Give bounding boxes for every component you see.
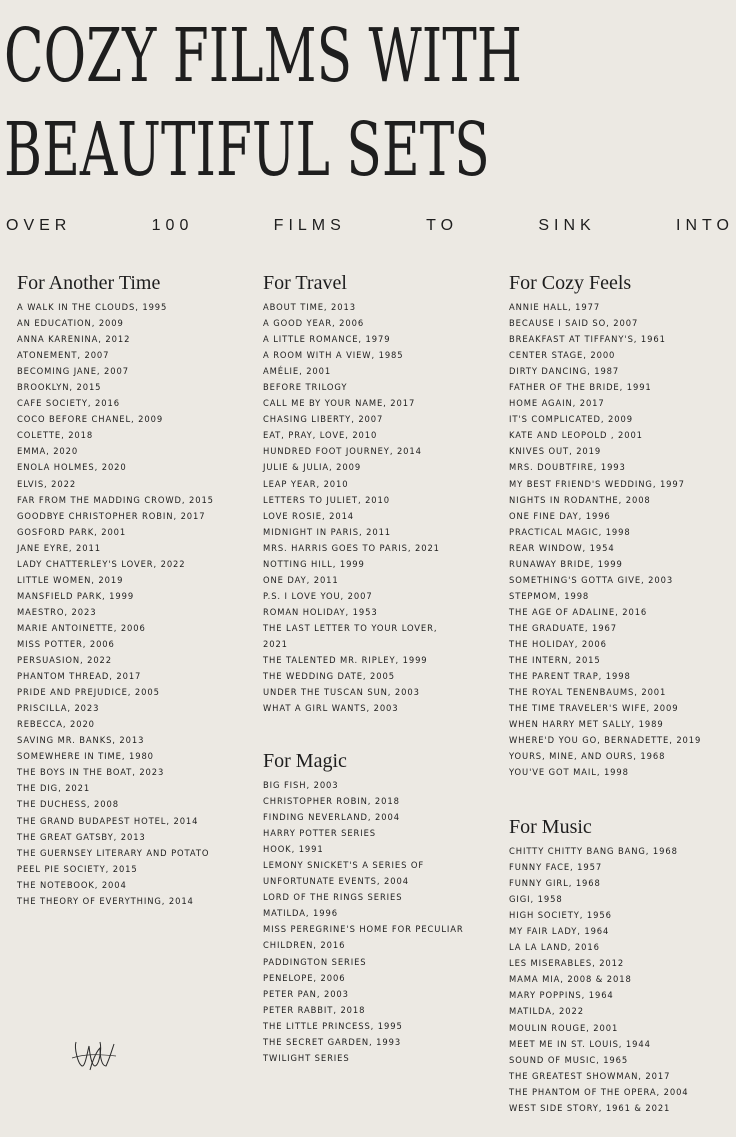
film-item: WHERE'D YOU GO, BERNADETTE, 2019 (509, 735, 702, 746)
section-another-time (17, 271, 214, 909)
film-item: EAT, PRAY, LOVE, 2010 (263, 430, 378, 441)
film-item: ABOUT TIME, 2013 (263, 302, 356, 312)
poster-title-line-2: BEAUTIFUL SETS (4, 107, 490, 193)
film-item: LADY CHATTERLEY'S LOVER, 2022 (17, 558, 186, 569)
poster-subtitle (6, 217, 734, 235)
film-item: LORD OF THE RINGS SERIES (263, 892, 403, 903)
film-item: THE THEORY OF EVERYTHING, 2014 (17, 895, 194, 906)
film-item: THE PHANTOM OF THE OPERA, 2004 (509, 1086, 689, 1097)
column-left (17, 271, 214, 909)
column-middle (263, 271, 440, 716)
subtitle-word: OVER (6, 217, 72, 234)
film-item: GOODBYE CHRISTOPHER ROBIN, 2017 (17, 510, 206, 521)
film-item: LETTERS TO JULIET, 2010 (263, 494, 390, 505)
film-item: PENELOPE, 2006 (263, 972, 346, 983)
film-item: THE AGE OF ADALINE, 2016 (509, 606, 648, 617)
column-right-lower (509, 815, 689, 1116)
film-item: A ROOM WITH A VIEW, 1985 (263, 350, 404, 361)
film-item: YOURS, MINE, AND OURS, 1968 (509, 751, 666, 762)
film-item: UNDER THE TUSCAN SUN, 2003 (263, 687, 420, 698)
film-item: NIGHTS IN RODANTHE, 2008 (509, 494, 651, 505)
subtitle-word: 100 (151, 217, 194, 234)
film-item: LA LA LAND, 2016 (509, 942, 600, 953)
film-list-travel (263, 299, 440, 716)
film-item: IT'S COMPLICATED, 2009 (509, 414, 633, 425)
film-item: PETER PAN, 2003 (263, 988, 349, 999)
subtitle-word: FILMS (273, 217, 346, 234)
film-item: MIDNIGHT IN PARIS, 2011 (263, 526, 392, 537)
film-item: FINDING NEVERLAND, 2004 (263, 812, 400, 823)
film-item: PETER RABBIT, 2018 (263, 1004, 366, 1015)
film-item: MARY POPPINS, 1964 (509, 990, 614, 1001)
film-item: THE GREATEST SHOWMAN, 2017 (509, 1070, 671, 1081)
film-list-magic (263, 777, 464, 1066)
film-item: LES MISERABLES, 2012 (509, 958, 625, 969)
film-item: THE PARENT TRAP, 1998 (509, 671, 631, 682)
film-item: AMÉLIE, 2001 (263, 366, 332, 377)
film-item: PRACTICAL MAGIC, 1998 (509, 526, 631, 537)
film-item: REAR WINDOW, 1954 (509, 542, 615, 553)
film-item: NOTTING HILL, 1999 (263, 558, 365, 569)
section-heading-another-time: For Another Time (17, 272, 161, 294)
film-item: PRISCILLA, 2023 (17, 703, 100, 714)
film-item: ATONEMENT, 2007 (17, 350, 110, 361)
film-item: COCO BEFORE CHANEL, 2009 (17, 414, 164, 425)
subtitle-word: TO (426, 217, 459, 234)
film-item: CHRISTOPHER ROBIN, 2018 (263, 796, 400, 807)
film-item: YOU'VE GOT MAIL, 1998 (509, 767, 629, 778)
film-item: THE GRAND BUDAPEST HOTEL, 2014 (17, 815, 199, 826)
film-item: MRS. HARRIS GOES TO PARIS, 2021 (263, 542, 440, 553)
film-item: EMMA, 2020 (17, 446, 79, 457)
film-item: FATHER OF THE BRIDE, 1991 (509, 382, 652, 393)
section-music (509, 815, 689, 1116)
film-item: P.S. I LOVE YOU, 2007 (263, 590, 373, 601)
film-item: THE DIG, 2021 (17, 783, 91, 794)
section-heading-magic: For Magic (263, 750, 347, 772)
section-cozy-feels (509, 271, 701, 780)
film-item: STEPMOM, 1998 (509, 590, 590, 601)
film-item: MEET ME IN ST. LOUIS, 1944 (509, 1038, 651, 1049)
section-heading-travel: For Travel (263, 272, 347, 294)
film-item: RUNAWAY BRIDE, 1999 (509, 558, 623, 569)
film-list-music (509, 843, 689, 1116)
subtitle-word: SINK (538, 217, 596, 234)
film-item: ONE DAY, 2011 (263, 574, 339, 585)
film-item: THE BOYS IN THE BOAT, 2023 (17, 767, 165, 778)
film-item: ROMAN HOLIDAY, 1953 (263, 606, 378, 617)
film-item: THE SECRET GARDEN, 1993 (263, 1036, 402, 1047)
film-item: MISS PEREGRINE'S HOME FOR PECULIAR (263, 924, 464, 935)
film-item: THE WEDDING DATE, 2005 (263, 671, 395, 682)
film-item: TWILIGHT SERIES (263, 1052, 350, 1063)
film-item: UNFORTUNATE EVENTS, 2004 (263, 876, 409, 887)
film-item: THE TIME TRAVELER'S WIFE, 2009 (509, 703, 679, 714)
film-item: PEEL PIE SOCIETY, 2015 (17, 863, 138, 874)
film-item: THE NOTEBOOK, 2004 (17, 879, 127, 890)
column-middle-lower (263, 749, 464, 1066)
film-item: GOSFORD PARK, 2001 (17, 526, 127, 537)
film-item: HUNDRED FOOT JOURNEY, 2014 (263, 446, 422, 457)
film-item: ANNIE HALL, 1977 (509, 302, 601, 312)
film-list-cozy-feels (509, 299, 701, 780)
film-item: BROOKLYN, 2015 (17, 382, 102, 393)
film-item: CHASING LIBERTY, 2007 (263, 414, 384, 425)
film-item: SOUND OF MUSIC, 1965 (509, 1054, 629, 1065)
film-item: SOMEWHERE IN TIME, 1980 (17, 751, 154, 762)
monogram-logo-icon (70, 1036, 118, 1076)
film-item: BIG FISH, 2003 (263, 780, 339, 790)
film-item: THE INTERN, 2015 (509, 655, 601, 666)
film-item: THE LAST LETTER TO YOUR LOVER, (263, 622, 438, 633)
film-item: MRS. DOUBTFIRE, 1993 (509, 462, 626, 473)
film-item: FAR FROM THE MADDING CROWD, 2015 (17, 494, 214, 505)
film-item: PHANTOM THREAD, 2017 (17, 671, 142, 682)
film-item: THE ROYAL TENENBAUMS, 2001 (509, 687, 667, 698)
film-item: THE TALENTED MR. RIPLEY, 1999 (263, 655, 428, 666)
film-item: KATE AND LEOPOLD , 2001 (509, 430, 643, 441)
film-item: MATILDA, 1996 (263, 908, 338, 919)
film-item: COLETTE, 2018 (17, 430, 94, 441)
film-item: LITTLE WOMEN, 2019 (17, 574, 124, 585)
film-item: LOVE ROSIE, 2014 (263, 510, 355, 521)
film-item: MISS POTTER, 2006 (17, 638, 115, 649)
film-list-another-time (17, 299, 214, 909)
film-item: WHAT A GIRL WANTS, 2003 (263, 703, 399, 714)
film-item: WHEN HARRY MET SALLY, 1989 (509, 719, 664, 730)
column-right (509, 271, 701, 780)
film-item: HIGH SOCIETY, 1956 (509, 910, 612, 921)
film-item: REBECCA, 2020 (17, 719, 95, 730)
film-item: LEAP YEAR, 2010 (263, 478, 349, 489)
film-item: MOULIN ROUGE, 2001 (509, 1022, 619, 1033)
film-item: BEFORE TRILOGY (263, 382, 348, 393)
poster-title-line-1: COZY FILMS WITH (4, 13, 522, 99)
film-item: THE GRADUATE, 1967 (509, 622, 617, 633)
film-item: CHILDREN, 2016 (263, 940, 346, 951)
film-item: SAVING MR. BANKS, 2013 (17, 735, 145, 746)
section-heading-cozy-feels: For Cozy Feels (509, 272, 632, 294)
film-item: ELVIS, 2022 (17, 478, 77, 489)
film-item: MANSFIELD PARK, 1999 (17, 590, 135, 601)
film-item: JANE EYRE, 2011 (17, 542, 101, 553)
subtitle-word: INTO (676, 217, 734, 234)
film-item: BECAUSE I SAID SO, 2007 (509, 318, 639, 329)
film-item: CALL ME BY YOUR NAME, 2017 (263, 398, 416, 409)
film-item: AN EDUCATION, 2009 (17, 318, 124, 329)
film-item: ENOLA HOLMES, 2020 (17, 462, 127, 473)
film-item: GIGI, 1958 (509, 894, 563, 905)
film-item: DIRTY DANCING, 1987 (509, 366, 620, 377)
film-item: PERSUASION, 2022 (17, 655, 113, 666)
film-item: A GOOD YEAR, 2006 (263, 318, 365, 329)
film-item: THE GREAT GATSBY, 2013 (17, 831, 146, 842)
film-item: MY BEST FRIEND'S WEDDING, 1997 (509, 478, 685, 489)
film-item: FUNNY GIRL, 1968 (509, 878, 601, 889)
film-item: THE LITTLE PRINCESS, 1995 (263, 1020, 403, 1031)
film-item: BECOMING JANE, 2007 (17, 366, 129, 377)
film-item: MAESTRO, 2023 (17, 606, 97, 617)
film-item: A WALK IN THE CLOUDS, 1995 (17, 302, 168, 312)
film-item: JULIE & JULIA, 2009 (263, 462, 362, 473)
film-item: PRIDE AND PREJUDICE, 2005 (17, 687, 160, 698)
section-heading-music: For Music (509, 816, 592, 838)
film-item: SOMETHING'S GOTTA GIVE, 2003 (509, 574, 674, 585)
film-item: 2021 (263, 638, 288, 649)
film-item: HOOK, 1991 (263, 844, 324, 855)
film-item: KNIVES OUT, 2019 (509, 446, 602, 457)
film-item: HARRY POTTER SERIES (263, 828, 377, 839)
film-item: MAMA MIA, 2008 & 2018 (509, 974, 632, 985)
film-item: WEST SIDE STORY, 1961 & 2021 (509, 1102, 671, 1113)
film-item: LEMONY SNICKET'S A SERIES OF (263, 860, 425, 871)
film-item: THE HOLIDAY, 2006 (509, 638, 607, 649)
film-item: THE DUCHESS, 2008 (17, 799, 119, 810)
film-item: ANNA KARENINA, 2012 (17, 334, 131, 345)
film-item: MATILDA, 2022 (509, 1006, 584, 1017)
film-item: A LITTLE ROMANCE, 1979 (263, 334, 391, 345)
section-magic (263, 749, 464, 1066)
film-item: MARIE ANTOINETTE, 2006 (17, 622, 146, 633)
film-item: MY FAIR LADY, 1964 (509, 926, 610, 937)
film-item: FUNNY FACE, 1957 (509, 862, 603, 873)
film-item: BREAKFAST AT TIFFANY'S, 1961 (509, 334, 666, 345)
film-item: CAFE SOCIETY, 2016 (17, 398, 120, 409)
film-item: HOME AGAIN, 2017 (509, 398, 605, 409)
film-item: CHITTY CHITTY BANG BANG, 1968 (509, 846, 678, 856)
film-item: CENTER STAGE, 2000 (509, 350, 616, 361)
section-travel (263, 271, 440, 716)
film-item: ONE FINE DAY, 1996 (509, 510, 611, 521)
film-item: THE GUERNSEY LITERARY AND POTATO (17, 847, 210, 858)
film-item: PADDINGTON SERIES (263, 956, 367, 967)
